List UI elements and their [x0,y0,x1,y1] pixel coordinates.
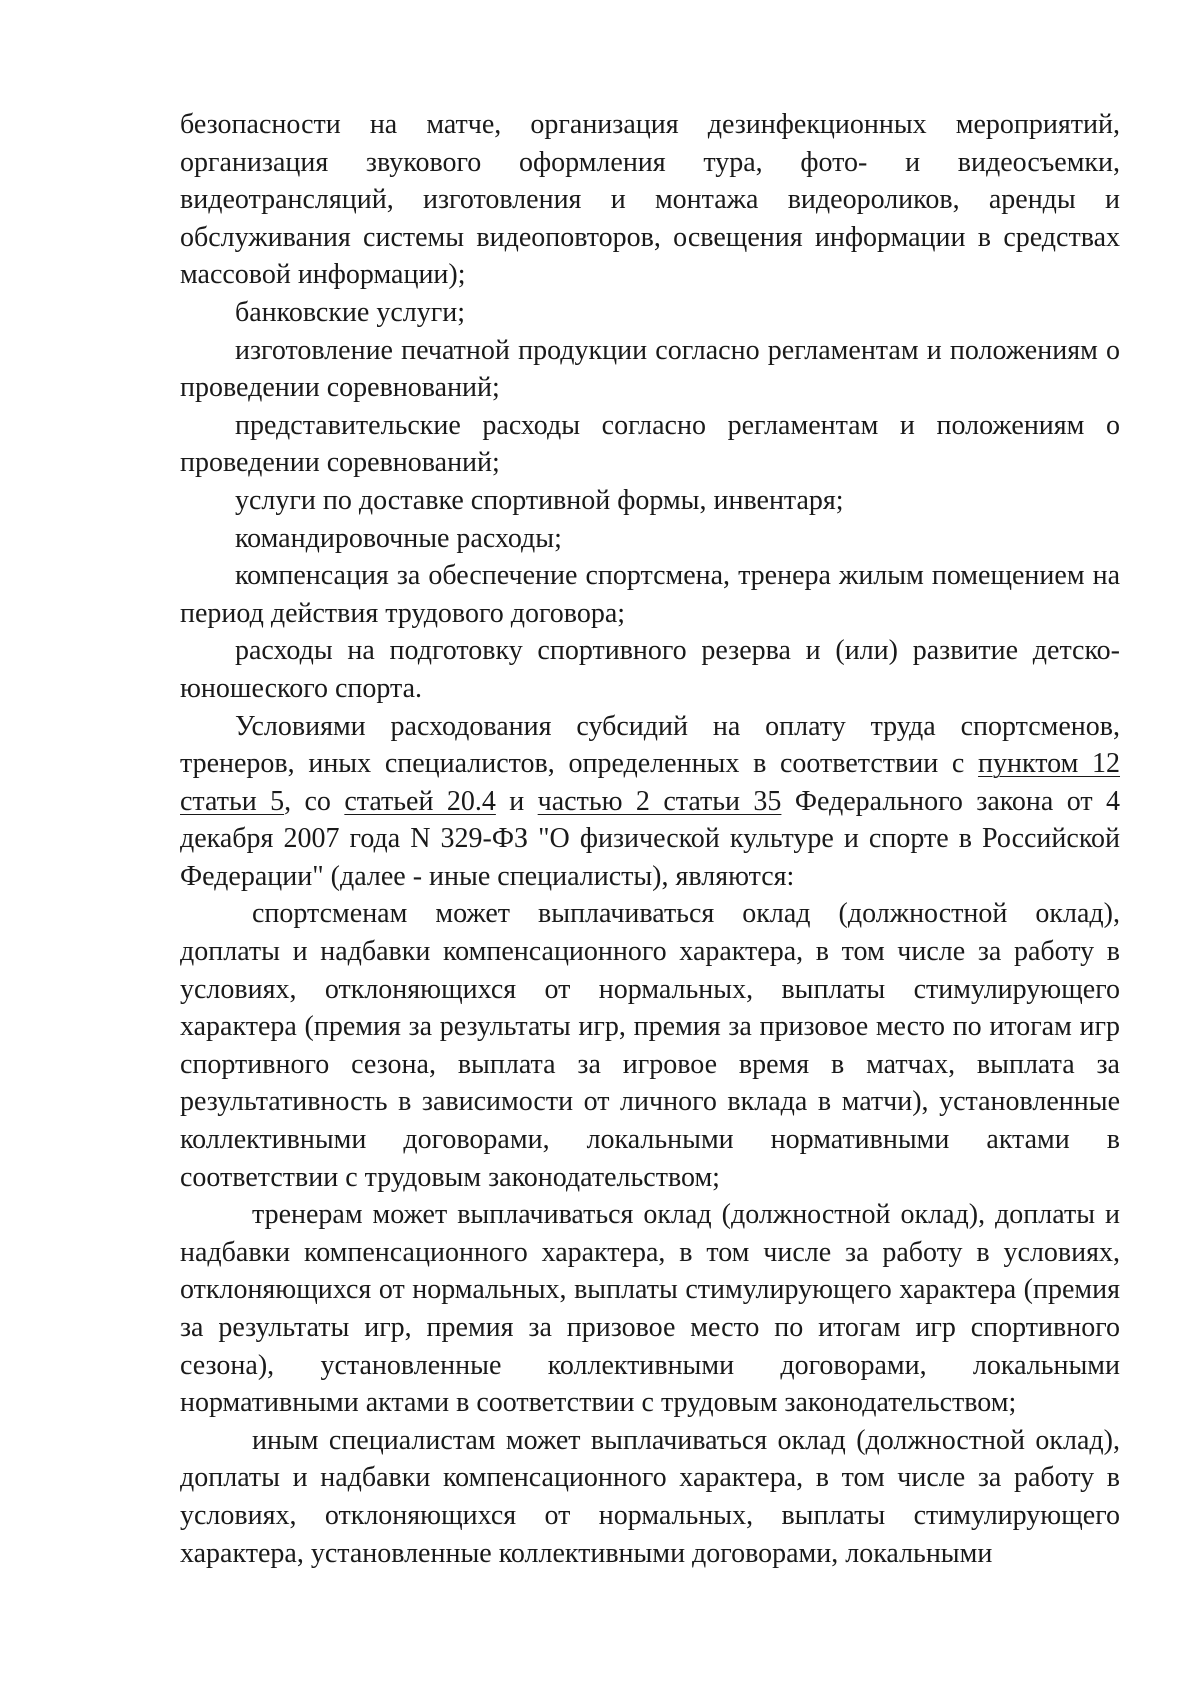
subsidy-conditions-text-4: Федерального закона от 4 декабря 2007 года N 329-ФЗ "О физической культуре и спорте в Российской Федерации" (далее - иные специалисты), являются: [180,785,1121,892]
link-part-2-article-35[interactable]: частью 2 статьи 35 [537,785,782,817]
paragraph-coaches-pay: тренерам может выплачиваться оклад (должностной оклад), доплаты и надбавки компенсационного характера, в том числе за работу в условиях, отклоняющихся от нормальных, выплаты стимулирующего характера (премия за результаты игр, премия за призовое место по итогам игр спортивного сезона), установленные коллективными договорами, локальными нормативными актами в соответствии с трудовым законодательством; [180,1199,1120,1419]
paragraph-event-services-continuation: безопасности на матче, организация дезинфекционных мероприятий, организация звукового оформления тура, фото- и видеосъемки, видеотрансляций, изготовления и монтажа видеороликов, аренды и обслуживания системы видеоповторов, освещения информации в средствах массовой информации); [180,109,1120,291]
paragraph-travel-expenses: командировочные расходы; [235,522,562,554]
subsidy-conditions-text-3: и [495,785,538,817]
paragraph-other-specialists-pay: иным специалистам может выплачиваться оклад (должностной оклад), доплаты и надбавки компенсационного характера, в том числе за работу в условиях, отклоняющихся от нормальных, выплаты стимулирующего характера, установленные коллективными договорами, локальными [180,1424,1120,1569]
paragraph-banking-services: банковские услуги; [235,296,465,328]
link-clause-12-article-5[interactable]: пунктом 12 статьи 5 [180,748,1120,817]
paragraph-representation-expenses: представительские расходы согласно регламентам и положениям о проведении соревнований; [180,409,1120,479]
paragraph-housing-compensation: компенсация за обеспечение спортсмена, тренера жилым помещением на период действия трудового договора; [180,560,1120,629]
subsidy-conditions-text-1: Условиями расходования субсидий на оплату труда спортсменов, тренеров, иных специалистов, определенных в соответствии с [180,710,1120,780]
document-page [180,106,1120,1572]
paragraph-subsidy-conditions [180,708,1120,896]
subsidy-conditions-text-2: , со [284,785,345,817]
paragraph-delivery-services: услуги по доставке спортивной формы, инвентаря; [235,484,844,516]
paragraph-athletes-pay: спортсменам может выплачиваться оклад (должностной оклад), доплаты и надбавки компенсационного характера, в том числе за работу в условиях, отклоняющихся от нормальных, выплаты стимулирующего характера (премия за результаты игр, премия за призовое место по итогам игр спортивного сезона, выплата за игровое время в матчах, выплата за результативность в зависимости от личного вклада в матчи), установленные коллективными договорами, локальными нормативными актами в соответствии с трудовым законодательством; [180,898,1120,1193]
paragraph-printed-products: изготовление печатной продукции согласно регламентам и положениям о проведении соревнований; [180,334,1120,404]
paragraph-sports-reserve: расходы на подготовку спортивного резерва и (или) развитие детско-юношеского спорта. [180,635,1120,704]
link-article-20-4[interactable]: статьей 20.4 [344,785,496,817]
